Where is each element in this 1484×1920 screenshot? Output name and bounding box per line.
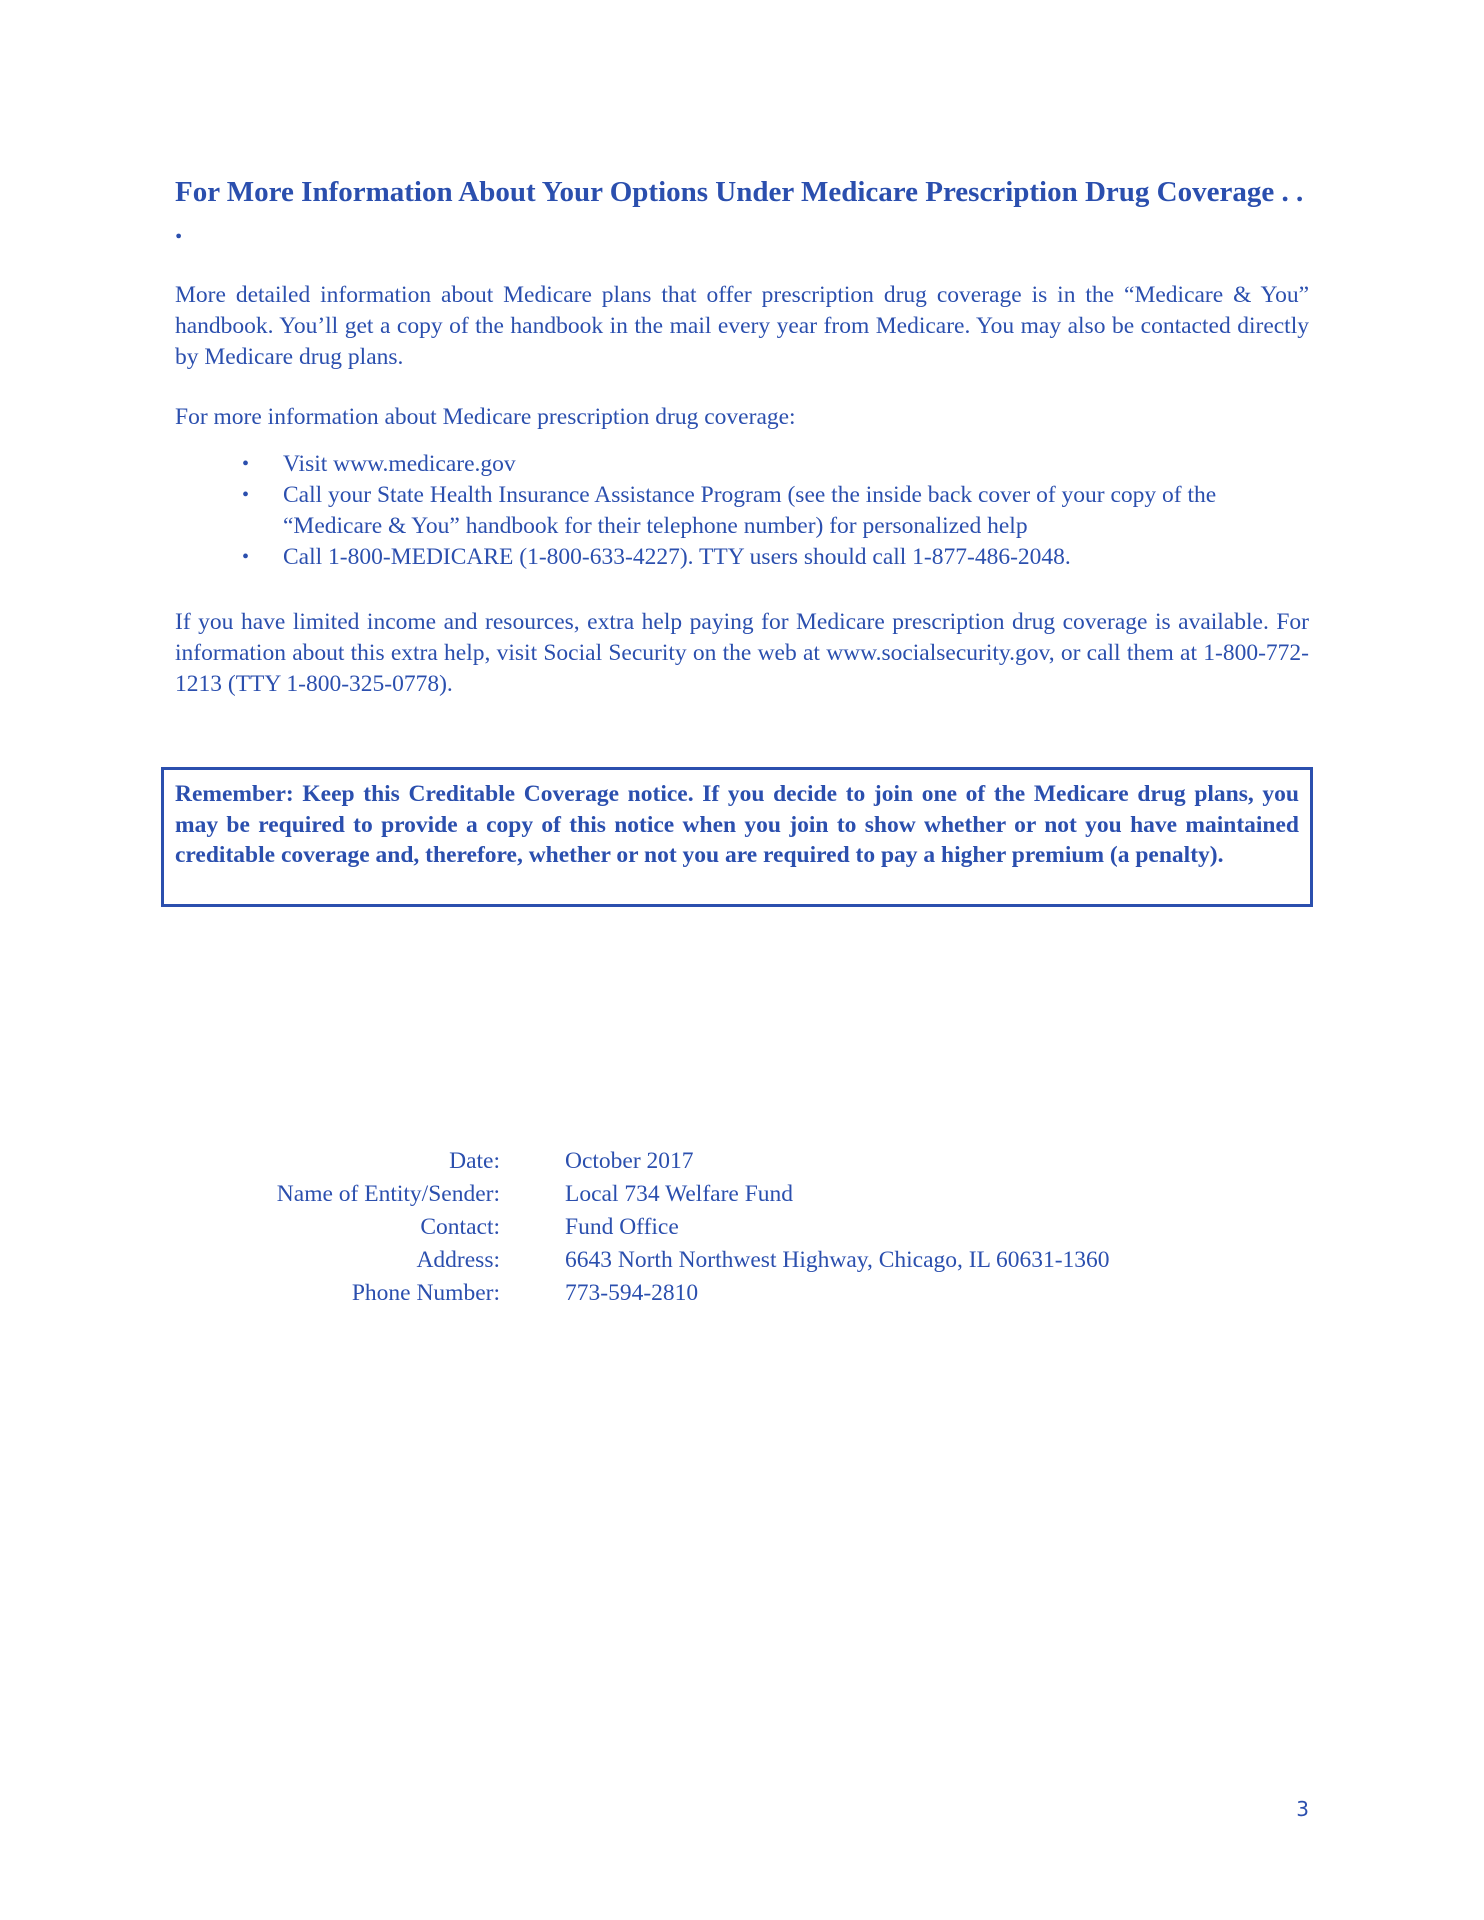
bullet-icon: • <box>242 453 250 475</box>
info-value: 773-594-2810 <box>565 1280 699 1306</box>
bullet-icon: • <box>242 546 250 568</box>
list-item <box>175 449 1309 480</box>
section-heading: For More Information About Your Options Under Medicare Prescription Drug Coverage . . . <box>175 176 1304 245</box>
info-label: Contact: <box>420 1214 500 1240</box>
info-value: 6643 North Northwest Highway, Chicago, IL 60631-1360 <box>565 1247 1110 1273</box>
sender-info-block <box>175 1145 1309 1310</box>
info-value: Local 734 Welfare Fund <box>565 1181 794 1207</box>
list-item-text: Call your State Health Insurance Assistance Program (see the inside back cover of your copy of the “Medicare & You” handbook for their telephone number) for personalized help <box>283 482 1217 539</box>
info-row-contact <box>175 1211 1309 1244</box>
list-item-text: Call 1-800-MEDICARE (1-800-633-4227). TTY users should call 1-877-486-2048. <box>283 544 1071 570</box>
info-row-entity <box>175 1178 1309 1211</box>
list-item-text: Visit www.medicare.gov <box>283 451 516 477</box>
page-number: 3 <box>1296 1797 1309 1821</box>
remember-notice-box: Remember: Keep this Creditable Coverage notice. If you decide to join one of the Medicare drug plans, you may be required to provide a copy of this notice when you join to show whether or not you have maintained creditable coverage and, therefore, whether or not you are required to pay a higher premium (a penalty). <box>161 767 1313 907</box>
info-row-date <box>175 1145 1309 1178</box>
more-info-intro-paragraph: For more information about Medicare prescription drug coverage: <box>175 404 796 430</box>
info-label: Address: <box>416 1247 500 1273</box>
info-value: Fund Office <box>565 1214 679 1240</box>
resources-list <box>175 449 1309 573</box>
info-row-address <box>175 1244 1309 1277</box>
info-label: Date: <box>449 1148 500 1174</box>
medicare-and-you-paragraph: More detailed information about Medicare plans that offer prescription drug coverage is in the “Medicare & You” handbook. You’ll get a copy of the handbook in the mail every year from Medicare. You may also be contacted directly by Medicare drug plans. <box>175 282 1309 370</box>
info-label: Phone Number: <box>351 1280 500 1306</box>
info-value: October 2017 <box>565 1148 694 1174</box>
bullet-icon: • <box>242 484 250 506</box>
info-label: Name of Entity/Sender: <box>276 1181 500 1207</box>
list-item <box>175 542 1309 573</box>
info-row-phone <box>175 1277 1309 1310</box>
extra-help-paragraph: If you have limited income and resources, extra help paying for Medicare prescription drug coverage is available. For information about this extra help, visit Social Security on the web at www.socialsecurity.gov, or call them at 1-800-772-1213 (TTY 1-800-325-0778). <box>175 609 1309 697</box>
list-item <box>175 480 1309 542</box>
